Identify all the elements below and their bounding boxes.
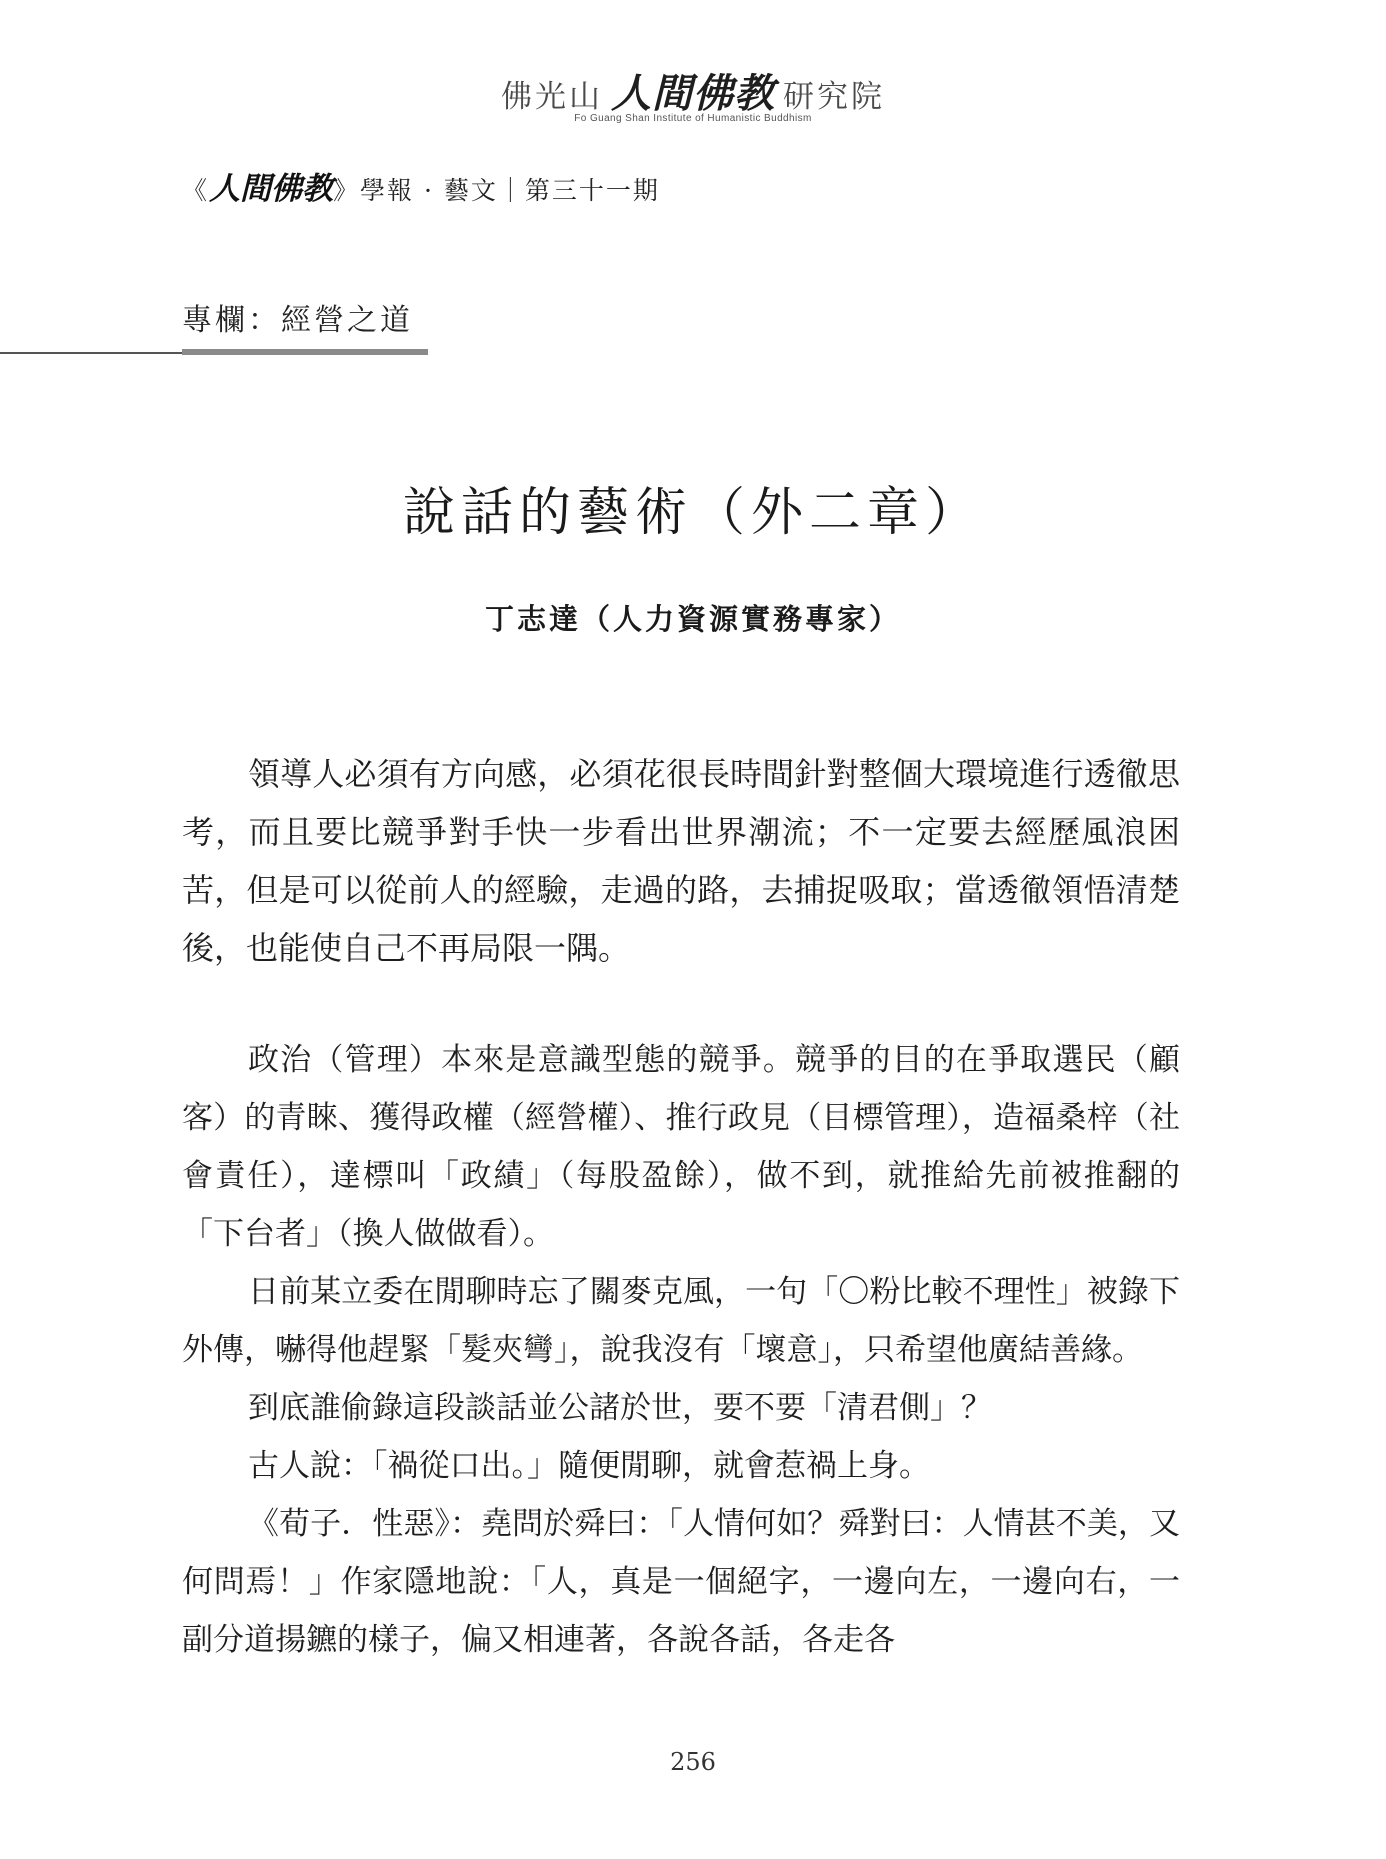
institute-brand-logo: 人間佛教: [611, 71, 775, 117]
page-number: 256: [670, 1748, 716, 1776]
article-title: 說話的藝術（外二章）: [402, 483, 983, 543]
body-paragraph: 政治（管理）本來是意識型態的競爭。競爭的目的在爭取選民（顧客）的青睞、獲得政權（經營權）、推行政見（目標管理），造福桑梓（社會責任），達標叫「政績」（每股盈餘），做不到，就推給先前被推翻的「下台者」（換人做做看）。: [182, 1042, 1180, 1252]
journal-line: [182, 163, 660, 208]
journal-brand-logo: 人間佛教: [209, 171, 334, 207]
article-body: [182, 745, 1180, 1669]
journal-close-bracket: 》: [333, 176, 361, 205]
institute-name-right: 研究院: [783, 79, 885, 115]
body-paragraph: 到底誰偷錄這段談話並公諸於世，要不要「清君側」？: [248, 1390, 992, 1426]
body-paragraph: 領導人必須有方向感，必須花很長時間針對整個大環境進行透徹思考，而且要比競爭對手快一步看出世界潮流；不一定要去經歷風浪困苦，但是可以從前人的經驗，走過的路，去捕捉吸取；當透徹領悟清楚後，也能使自己不再局限一隅。: [182, 755, 1180, 967]
body-paragraph: 《荀子．性惡》：堯問於舜曰：「人情何如？舜對曰：人情甚不美，又何問焉！」作家隱地說：「人，真是一個絕字，一邊向左，一邊向右，一副分道揚鑣的樣子，偏又相連著，各說各話，各走各: [182, 1506, 1180, 1658]
column-underline: [182, 349, 428, 355]
column-rule-left: [0, 352, 182, 354]
institute-name-left: 佛光山: [501, 79, 603, 115]
body-paragraph: 古人說：「禍從口出。」隨便閒聊，就會惹禍上身。: [248, 1448, 930, 1484]
column-label: 專欄：經營之道: [182, 303, 413, 338]
institute-english-name: Fo Guang Shan Institute of Humanistic Buddhism: [574, 113, 812, 124]
journal-open-bracket: 《: [182, 176, 210, 205]
body-paragraph: 日前某立委在閒聊時忘了關麥克風，一句「〇粉比較不理性」被錄下外傳，嚇得他趕緊「髮夾彎」，說我沒有「壞意」，只希望他廣結善緣。: [182, 1274, 1180, 1368]
article-author: 丁志達（人力資源實務專家）: [484, 602, 901, 636]
institute-header: [0, 62, 1386, 119]
journal-issue-text: 學報 · 藝文｜第三十一期: [360, 176, 660, 205]
